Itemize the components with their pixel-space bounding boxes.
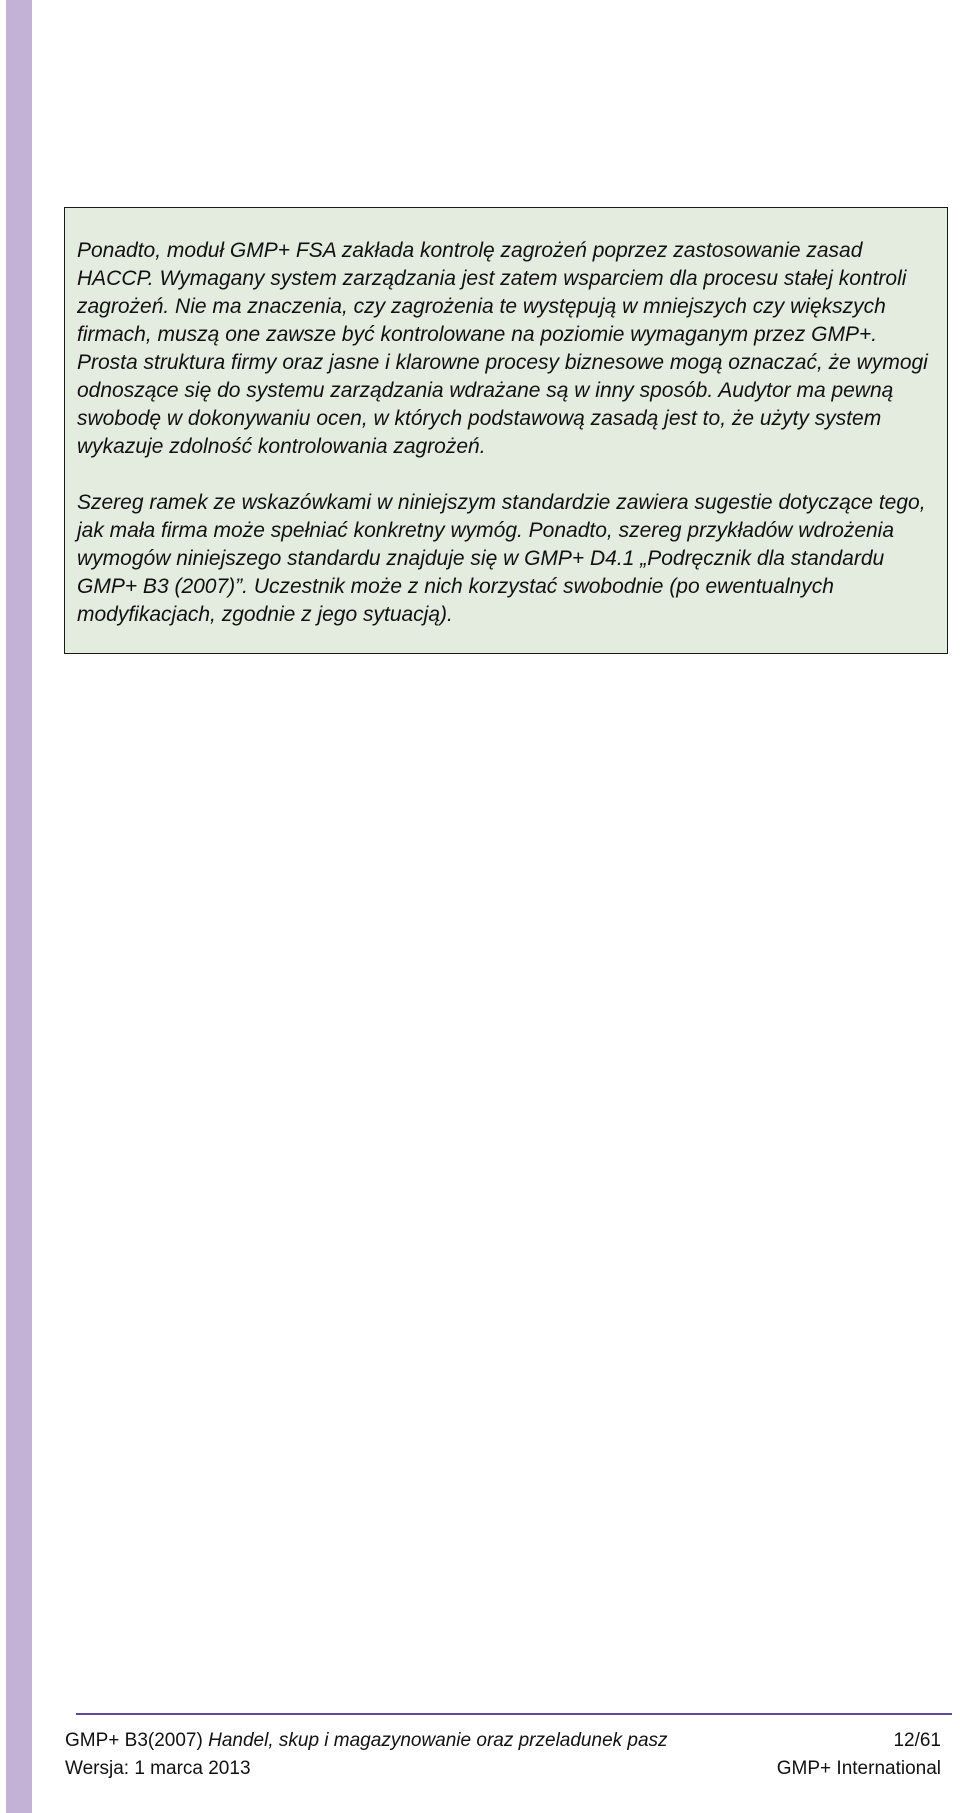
footer-publisher: GMP+ International <box>776 1758 941 1779</box>
footer-doc-code: GMP+ B3(2007) <box>65 1730 203 1751</box>
footer-version: Wersja: 1 marca 2013 <box>65 1758 251 1779</box>
guidance-note-box <box>64 207 948 654</box>
footer-row-top <box>65 1729 941 1753</box>
footer-page-number: 12/61 <box>893 1730 941 1751</box>
footer-divider <box>76 1713 952 1715</box>
note-paragraph-1: Ponadto, moduł GMP+ FSA zakłada kontrolę zagrożeń poprzez zastosowanie zasad HACCP. Wymagany system zarządzania jest zatem wsparciem dla procesu stałej kontroli zagrożeń. Nie ma znaczenia, czy zagrożenia te występują w mniejszych czy większych firmach, muszą one zawsze być kontrolowane na poziomie wymaganym przez GMP+. Prosta struktura firmy oraz jasne i klarowne procesy biznesowe mogą oznaczać, że wymogi odnoszące się do systemu zarządzania wdrażane są w inny sposób. Audytor ma pewną swobodę w dokonywaniu ocen, w których podstawową zasadą jest to, że użyty system wykazuje zdolność kontrolowania zagrożeń. <box>77 239 928 458</box>
footer-row-bottom <box>65 1757 941 1781</box>
footer-doc-title: Handel, skup i magazynowanie oraz przeladunek pasz <box>208 1730 668 1751</box>
footer-document-name <box>65 1729 668 1753</box>
note-paragraph-2: Szereg ramek ze wskazówkami w niniejszym standardzie zawiera sugestie dotyczące tego, jak mała firma może spełniać konkretny wymóg. Ponadto, szereg przykładów wdrożenia wymogów niniejszego standardu znajduje się w GMP+ D4.1 „Podręcznik dla standardu GMP+ B3 (2007)”. Uczestnik może z nich korzystać swobodnie (po ewentualnych modyfikacjach, zgodnie z jego sytuacją). <box>77 491 926 626</box>
left-margin-stripe <box>6 0 32 1813</box>
